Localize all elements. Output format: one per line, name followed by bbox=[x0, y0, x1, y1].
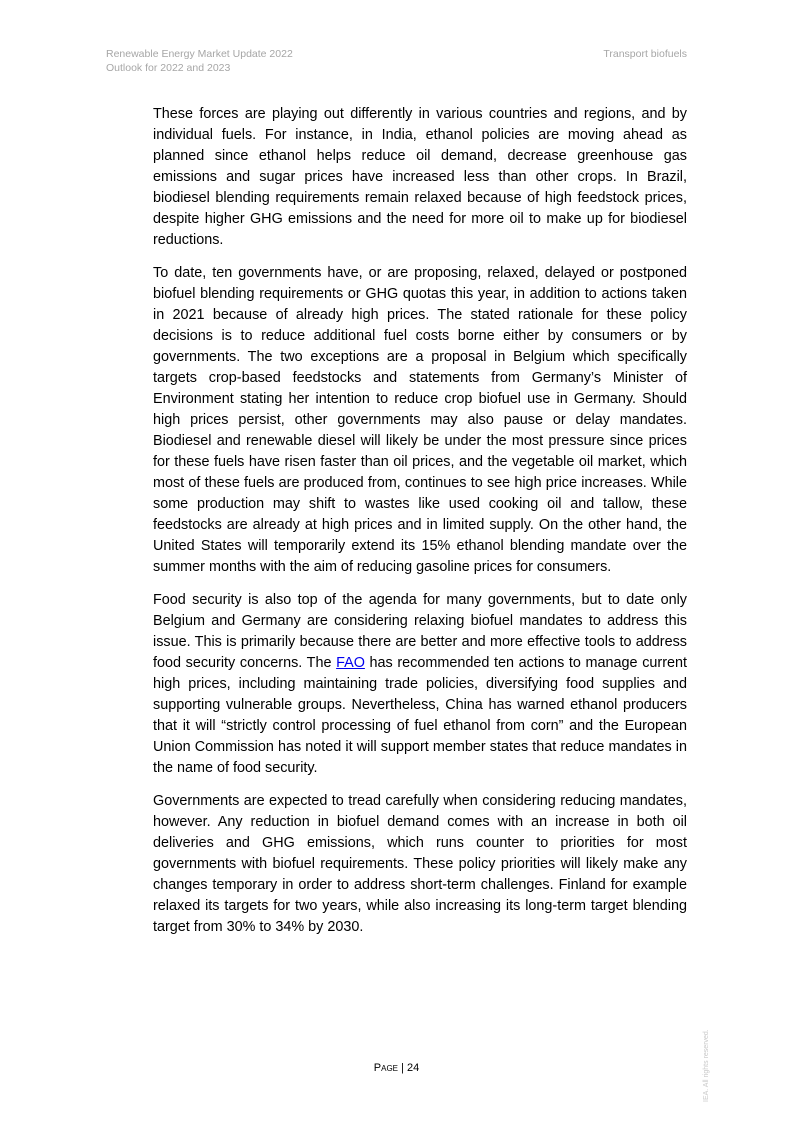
page-label: Page bbox=[373, 1062, 398, 1074]
paragraph-4: Governments are expected to tread carefully when considering reducing mandates, however. Any reduction in biofuel demand comes with an increase in both oil deliveries and GHG emissions, which runs counter to priorities for most governments with biofuel requirements. These policy priorities will likely make any changes temporary in order to address short-term challenges. Finland for example relaxed its targets for two years, while also increasing its long-term target blending target from 30% to 34% by 2030. bbox=[153, 793, 687, 935]
copyright-notice: IEA. All rights reserved. bbox=[703, 1029, 710, 1102]
page-separator: | bbox=[401, 1062, 404, 1074]
section-title: Transport biofuels bbox=[603, 48, 687, 60]
paragraph-2: To date, ten governments have, or are proposing, relaxed, delayed or postponed biofuel blending requirements or GHG quotas this year, in addition to actions taken in 2021 because of already high prices. The stated rationale for these policy decisions is to reduce additional fuel costs borne either by consumers or by governments. The two exceptions are a proposal in Belgium which specifically targets crop-based feedstocks and statements from Germany’s Minister of Environment stating her intention to reduce crop biofuel use in Germany. Should high prices persist, other governments may also pause or delay mandates. Biodiesel and renewable diesel will likely be under the most pressure since prices for these fuels have risen faster than oil prices, and the vegetable oil market, which most of these fuels are produced from, continues to see high price increases. While some production may shift to wastes like used cooking oil and tallow, these feedstocks are already at high prices and in limited supply. On the other hand, the United States will temporarily extend its 15% ethanol blending mandate over the summer months with the aim of reducing gasoline prices for consumers. bbox=[153, 265, 687, 575]
paragraph-1: These forces are playing out differently in various countries and regions, and by individual fuels. For instance, in India, ethanol policies are moving ahead as planned since ethanol helps reduce oil demand, decrease greenhouse gas emissions and sugar prices have increased less than other crops. In Brazil, biodiesel blending requirements remain relaxed because of high feedstock prices, despite higher GHG emissions and the need for more oil to make up for biodiesel reductions. bbox=[153, 106, 687, 248]
paragraph-3 bbox=[153, 590, 687, 779]
report-subtitle: Outlook for 2022 and 2023 bbox=[106, 62, 231, 74]
report-title: Renewable Energy Market Update 2022 bbox=[106, 48, 293, 60]
paragraph-3-text-after: has recommended ten actions to manage current high prices, including maintaining trade policies, diversifying food supplies and supporting vulnerable groups. Nevertheless, China has warned ethanol producers that it will “strictly control processing of fuel ethanol from corn” and the European Union Commission has noted it will support member states that reduce mandates in the name of food security. bbox=[153, 655, 687, 776]
report-header bbox=[106, 47, 293, 75]
fao-link[interactable]: FAO bbox=[336, 655, 365, 671]
body-text bbox=[153, 104, 687, 950]
page-footer bbox=[0, 1061, 793, 1075]
page-number: 24 bbox=[406, 1062, 420, 1074]
paragraph-3-text-before: Food security is also top of the agenda for many governments, but to date only Belgium and Germany are considering relaxing biofuel mandates to address this issue. This is primarily because there are better and more effective tools to address food security concerns. The bbox=[153, 592, 687, 671]
